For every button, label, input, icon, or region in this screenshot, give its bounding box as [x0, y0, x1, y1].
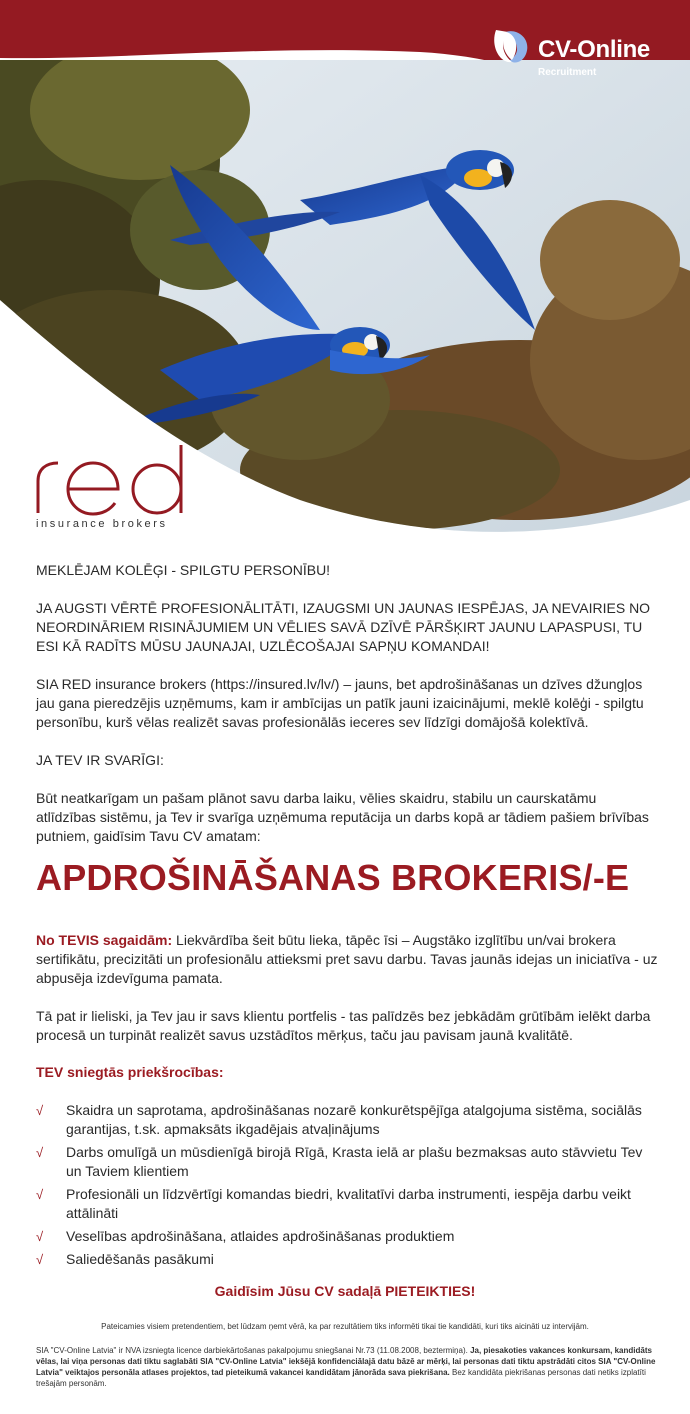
list-item: √ Darbs omulīgā un mūsdienīgā birojā Rīgā, Krasta ielā ar plašu bezmaksas auto stāvvietu Tev un Taviem klientiem — [36, 1144, 643, 1179]
check-icon: √ — [36, 1103, 44, 1118]
red-insurance-logo — [34, 443, 194, 535]
list-item: √ Veselības apdrošināšana, atlaides apdrošināšanas produktiem — [36, 1228, 455, 1244]
cv-online-logo-icon — [492, 24, 536, 68]
requirements-extra: Tā pat ir lieliski, ja Tev jau ir savs klientu portfelis - tas palīdzēs bez jebkādām grūtībām ielēkt darba procesā un turpināt realizēt savus uzstādītos mērķus, taču jau pavisam jaunā kvalitātē. — [36, 1008, 651, 1043]
list-item: √ Profesionāli un līdzvērtīgi komandas biedri, kvalitatīvi darba instrumenti, iespēja darbu veikt attālināti — [36, 1186, 631, 1221]
hero-image — [0, 0, 690, 540]
important-heading: JA TEV IR SVARĪGI: — [36, 752, 164, 768]
list-item: √ Saliedēšanās pasākumi — [36, 1251, 214, 1267]
requirements-label: No TEVIS sagaidām: — [36, 932, 173, 948]
benefits-section — [36, 1063, 658, 1273]
company-text: (https://insured.lv/lv/) – jauns, bet apdrošināšanas un dzīves džungļos jau gana pieredzējis uzņēmums, kam ir ambīcijas un patīk jauni izaicinājumi, meklē kolēģi - spilgtu personību, kurš vēlas realizēt savas profesionālās ieceres sev līdzīgi domājošā kolektīvā. — [36, 676, 644, 730]
check-icon: √ — [36, 1145, 44, 1160]
intro-section — [36, 561, 658, 846]
check-icon: √ — [36, 1187, 44, 1202]
important-text: Būt neatkarīgam un pašam plānot savu darba laiku, vēlies skaidru, stabilu un caurskatāmu atlīdzības sistēmu, ja Tev ir svarīga uzņēmuma reputācija un darbs kopā ar tādiem pašiem brīvības putniem, gaidīsim Tavu CV amatam: — [36, 790, 649, 844]
benefits-heading: TEV sniegtās priekšrocības: — [36, 1064, 224, 1080]
cv-online-sub: Recruitment — [538, 67, 597, 78]
heading-values: JA AUGSTI VĒRTĒ PROFESIONĀLITĀTI, IZAUGSMI UN JAUNAS IESPĒJAS, JA NEVAIRIES NO NEORDINĀRIEM RISINĀJUMIEM UN VĒLIES SAVĀ DZĪVĒ PĀRŠĶIRT JAUNU LAPASPUSI, TU ESI KĀ RADĪTS MŪSU JAUNAJAI, UZLĒCOŠAJAI SAPŅU KOMANDAI! — [36, 600, 651, 654]
job-title: APDROŠINĀŠANAS BROKERIS/-E — [36, 857, 630, 898]
cv-online-logo[interactable] — [492, 24, 672, 84]
apply-call-to-action[interactable]: Gaidīsim Jūsu CV sadaļā PIETEIKTIES! — [214, 1283, 476, 1299]
requirements-section — [36, 931, 658, 1045]
red-wordmark — [34, 443, 194, 518]
red-tagline: insurance brokers — [36, 518, 168, 530]
requirements-body: Liekvārdība šeit būtu lieka, tāpēc īsi – Augstāko izglītību un/vai brokera sertifikātu, precizitāti un profesionālu attieksmi pret savu darbu. Tavas jaunās idejas un iniciatīva - uz abpusēja izdevīguma pamata. — [36, 932, 658, 986]
company-name: SIA RED insurance brokers — [36, 676, 207, 692]
thanks-note: Pateicamies visiem pretendentiem, bet lūdzam ņemt vērā, ka par rezultātiem tiks informēti tikai tie kandidāti, kuri tiks aicināti uz intervijām. — [101, 1322, 589, 1331]
check-icon: √ — [36, 1229, 44, 1244]
legal-notice: SIA "CV-Online Latvia" ir NVA izsniegta licence darbiekārtošanas pakalpojumu sniegšanai Nr.73 (11.08.2008, beztermiņa). Ja, piesakoties vakances konkursam, kandidāts vēlas, lai viņa personas dati tiktu saglabāti SIA "CV-Online Latvia" iekšējā konfidenciālajā datu bāzē ar mērķi, lai personas dati tiktu apstrādāti citos SIA "CV-Online Latvia" veiktajos personāla atlases projektos, tad pieteikumā vakancei kandidātam jānorāda sava piekrišana. Bez kandidāta piekrišanas personas dati netiks izplatīti trešajām personām. — [36, 1346, 656, 1388]
heading-looking-for: MEKLĒJAM KOLĒĢI - SPILGTU PERSONĪBU! — [36, 562, 331, 578]
company-description — [36, 675, 658, 732]
list-item: √ Skaidra un saprotama, apdrošināšanas nozarē konkurētspējīga atalgojuma sistēma, sociālās garantijas, t.sk. apmaksāts ikgadējais atvaļinājums — [36, 1102, 642, 1137]
cv-online-name: CV-Online — [538, 36, 650, 63]
requirements-text — [36, 931, 658, 988]
check-icon: √ — [36, 1252, 44, 1267]
benefits-list — [36, 1101, 658, 1269]
